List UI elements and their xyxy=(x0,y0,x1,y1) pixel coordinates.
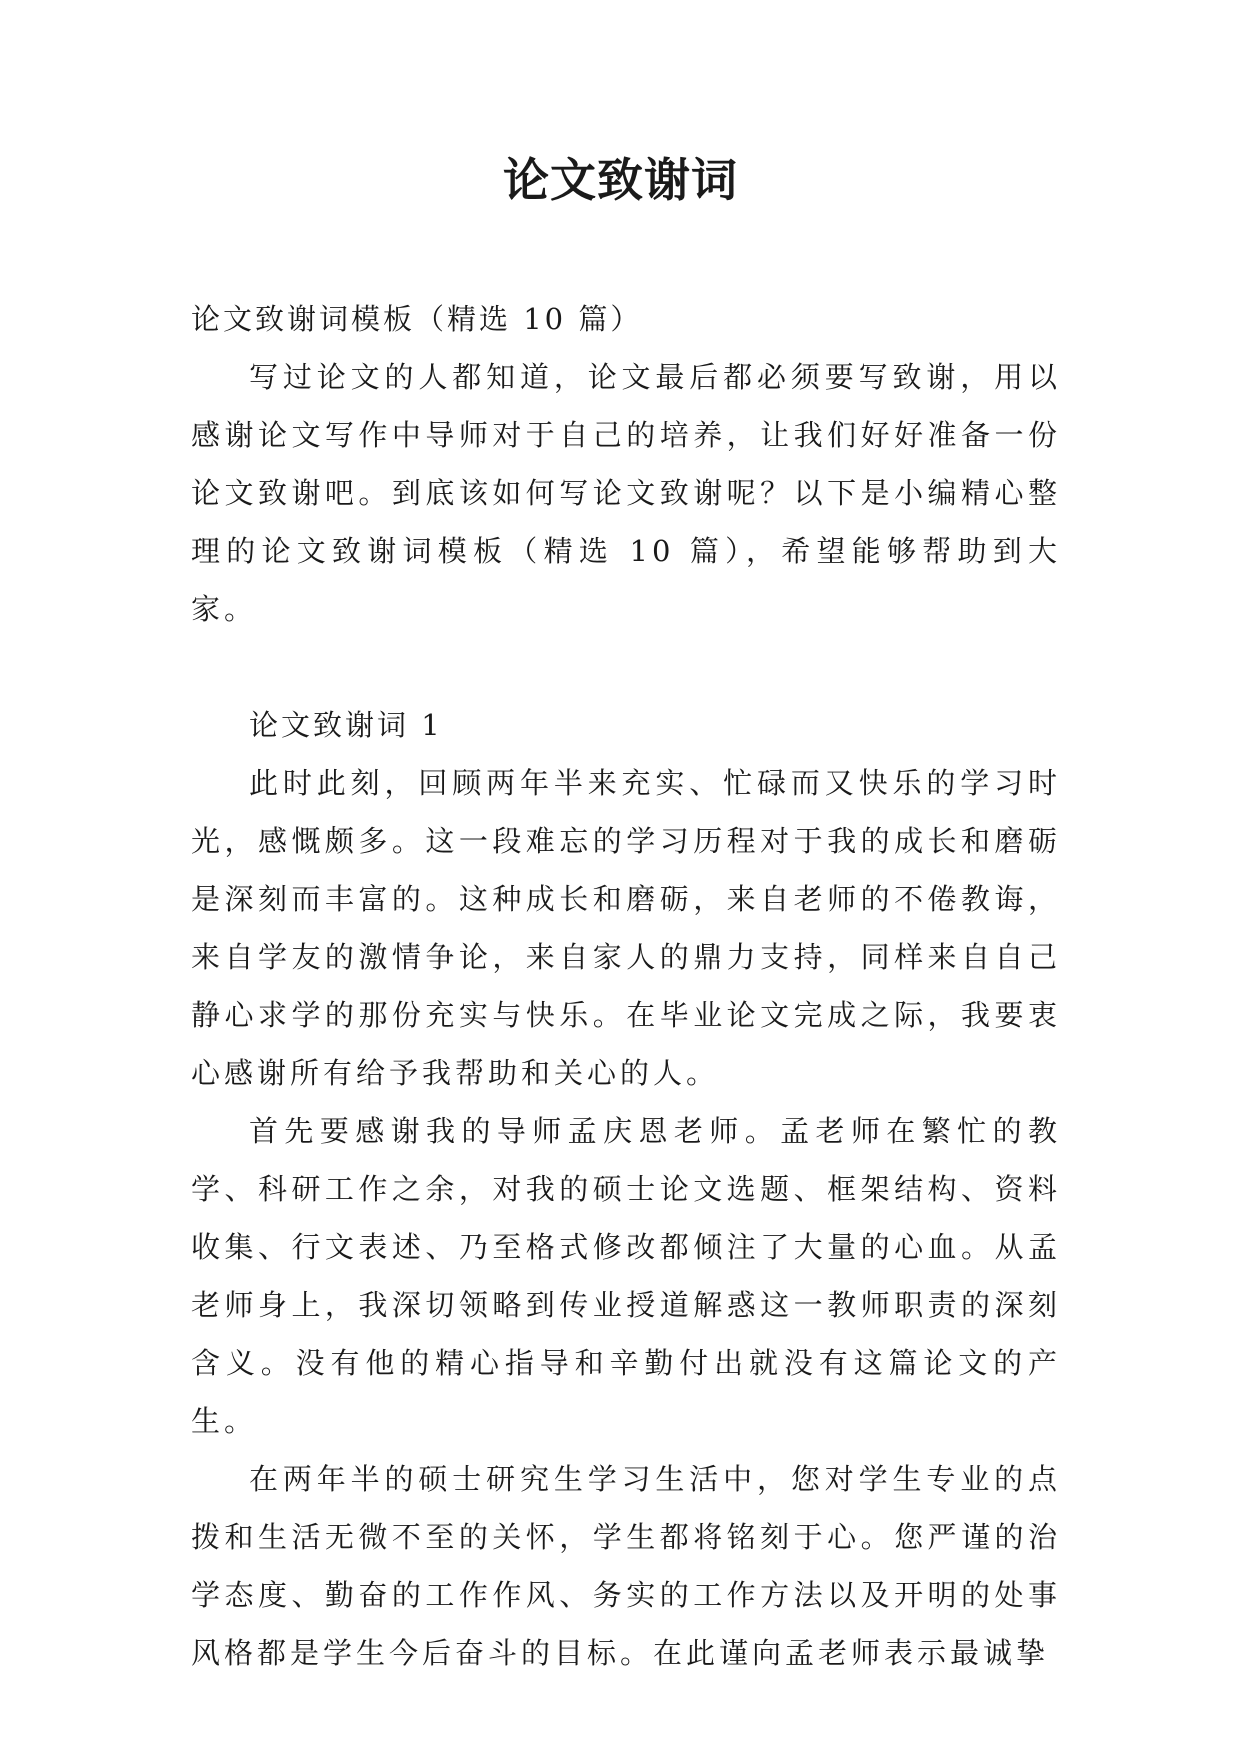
intro-paragraph: 写过论文的人都知道，论文最后都必须要写致谢，用以感谢论文写作中导师对于自己的培养，让我们好好准备一份论文致谢吧。到底该如何写论文致谢呢？以下是小编精心整理的论文致谢词模板（精选 10 篇），希望能够帮助到大家。 xyxy=(191,360,1061,626)
document-subtitle: 论文致谢词模板（精选 10 篇） xyxy=(191,302,643,336)
document-title: 论文致谢词 xyxy=(503,153,738,207)
document-body xyxy=(191,290,1061,1682)
body-paragraph-3: 在两年半的硕士研究生学习生活中，您对学生专业的点拨和生活无微不至的关怀，学生都将铭刻于心。您严谨的治学态度、勤奋的工作作风、务实的工作方法以及开明的处事风格都是学生今后奋斗的目标。在此谨向孟老师表示最诚挚 xyxy=(191,1462,1061,1670)
body-paragraph-2: 首先要感谢我的导师孟庆恩老师。孟老师在繁忙的教学、科研工作之余，对我的硕士论文选题、框架结构、资料收集、行文表述、乃至格式修改都倾注了大量的心血。从孟老师身上，我深切领略到传业授道解惑这一教师职责的深刻含义。没有他的精心指导和辛勤付出就没有这篇论文的产生。 xyxy=(191,1114,1061,1438)
section-heading: 论文致谢词 1 xyxy=(249,708,443,742)
body-paragraph-1: 此时此刻，回顾两年半来充实、忙碌而又快乐的学习时光，感慨颇多。这一段难忘的学习历程对于我的成长和磨砺是深刻而丰富的。这种成长和磨砺，来自老师的不倦教诲，来自学友的激情争论，来自家人的鼎力支持，同样来自自己静心求学的那份充实与快乐。在毕业论文完成之际，我要衷心感谢所有给予我帮助和关心的人。 xyxy=(191,766,1061,1090)
